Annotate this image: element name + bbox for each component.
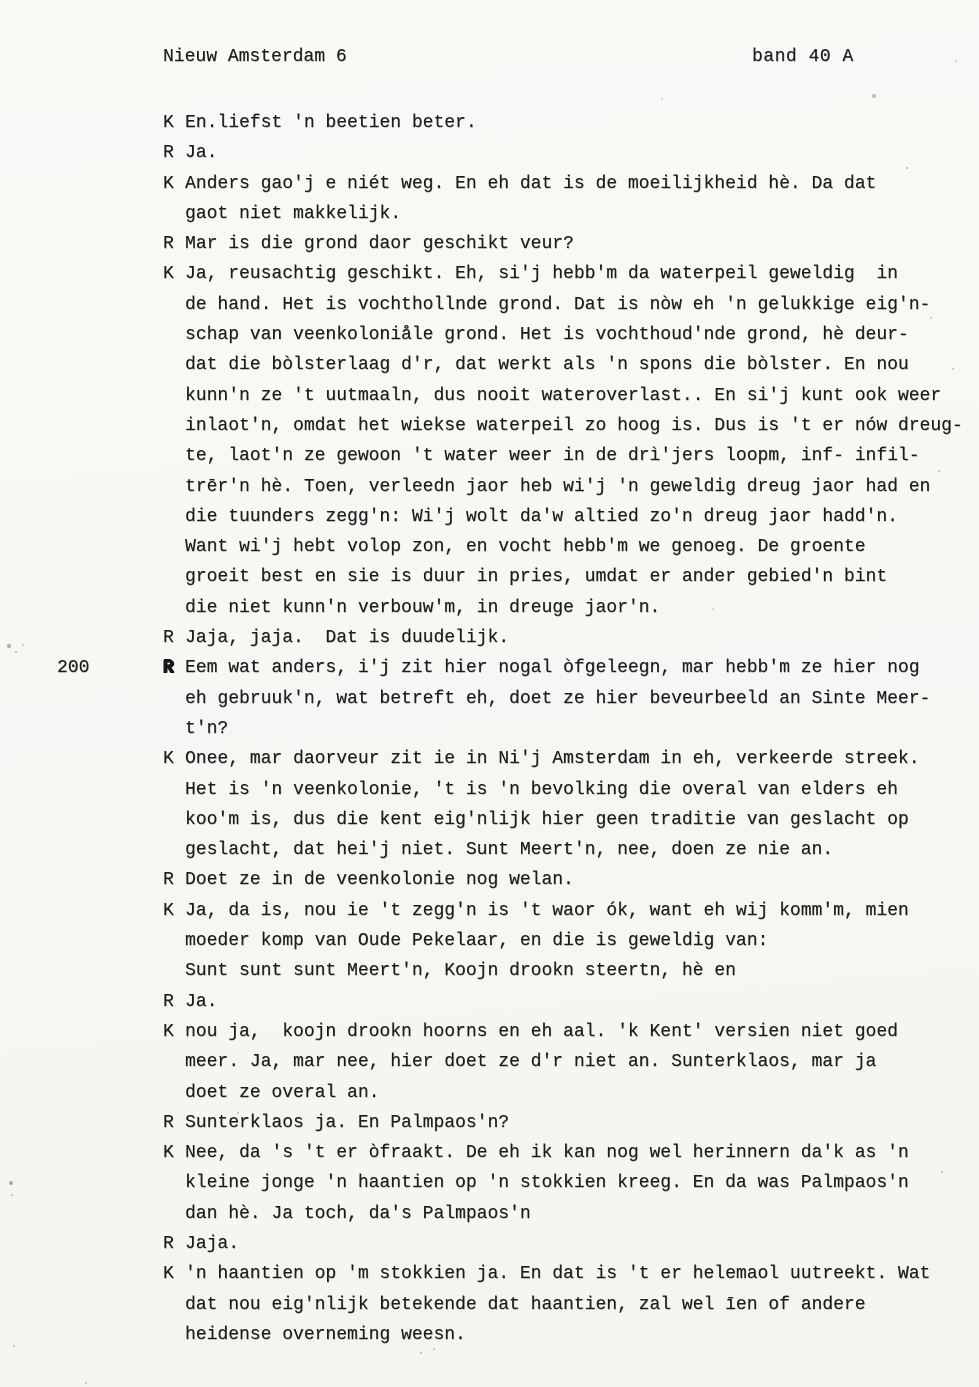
line-text: Ja, reusachtig geschikt. Eh, si'j hebb'm da waterpeil geweldig in — [185, 264, 898, 285]
transcript-line — [0, 259, 979, 289]
line-text: Ja. — [185, 991, 218, 1012]
speaker-label-overstruck: R — [163, 658, 174, 679]
line-text: die niet kunn'n verbouw'm, in dreuge jaor'n. — [185, 597, 661, 618]
transcript-line — [0, 108, 979, 138]
line-text: Nee, da 's 't er òfraakt. De eh ik kan nog wel herinnern da'k as 'n — [185, 1143, 909, 1164]
line-text: koo'm is, dus die kent eig'nlijk hier geen traditie van geslacht op — [185, 809, 909, 830]
tape-band-label: band 40 A — [752, 47, 854, 67]
transcript-line — [0, 775, 979, 805]
speaker-label: K — [163, 1143, 174, 1164]
line-text: groeit best en sie is duur in pries, umdat er ander gebied'n bint — [185, 567, 888, 588]
speaker-label: R — [163, 991, 174, 1012]
transcript-line — [0, 623, 979, 653]
line-text: moeder komp van Oude Pekelaar, en die is geweldig van: — [185, 931, 769, 952]
transcript-line — [0, 199, 979, 229]
transcript-line — [0, 1078, 979, 1108]
transcript-line — [0, 169, 979, 199]
speaker-label: K — [163, 264, 174, 285]
speaker-label: K — [163, 749, 174, 770]
transcript-line — [0, 805, 979, 835]
transcript-line — [0, 532, 979, 562]
transcript-line — [0, 290, 979, 320]
transcript-line — [0, 714, 979, 744]
transcript-line — [0, 865, 979, 895]
transcript-line — [0, 472, 979, 502]
margin-number: 200 — [57, 658, 90, 679]
speaker-label: K — [163, 1264, 174, 1285]
line-text: inlaot'n, omdat het wiekse waterpeil zo hoog is. Dus is 't er nów dreug- — [185, 415, 963, 436]
speaker-label: R — [163, 143, 174, 164]
speaker-label: R — [163, 1233, 174, 1254]
line-text: schap van veenkoloniåle grond. Het is vochthoud'nde grond, hè deur- — [185, 325, 909, 346]
speaker-label: R — [163, 628, 174, 649]
transcript-line — [0, 1017, 979, 1047]
line-text: Doet ze in de veenkolonie nog welan. — [185, 870, 574, 891]
line-text: Want wi'j hebt volop zon, en vocht hebb'm we genoeg. De groente — [185, 537, 866, 558]
transcript-line — [0, 593, 979, 623]
transcript-line — [0, 1320, 979, 1350]
transcript-line — [0, 320, 979, 350]
speaker-label: R — [163, 1112, 174, 1133]
line-text: eh gebruuk'n, wat betreft eh, doet ze hier beveurbeeld an Sinte Meer- — [185, 688, 931, 709]
line-text: Anders gao'j e niét weg. En eh dat is de moeilijkheid hè. Da dat — [185, 173, 877, 194]
transcript-line — [0, 684, 979, 714]
transcript-line — [0, 1138, 979, 1168]
line-text: Jaja. — [185, 1233, 240, 1254]
transcript-line — [0, 441, 979, 471]
transcript-line — [0, 502, 979, 532]
line-text: doet ze overal an. — [185, 1082, 380, 1103]
transcript-line — [0, 1108, 979, 1138]
line-text: 'n haantien op 'm stokkien ja. En dat is 't er helemaol uutreekt. Wat — [185, 1264, 931, 1285]
line-text: Het is 'n veenkolonie, 't is 'n bevolking die overal van elders eh — [185, 779, 898, 800]
line-text: gaot niet makkelijk. — [185, 203, 402, 224]
line-text: Eem wat anders, i'j zit hier nogal òfgeleegn, mar hebb'm ze hier nog — [185, 658, 920, 679]
speaker-label: K — [163, 1021, 174, 1042]
transcript-line — [0, 835, 979, 865]
line-text: Onee, mar daorveur zit ie in Ni'j Amsterdam in eh, verkeerde streek. — [185, 749, 920, 770]
line-text: En.liefst 'n beetien beter. — [185, 113, 477, 133]
line-text: kleine jonge 'n haantien op 'n stokkien kreeg. En da was Palmpaos'n — [185, 1173, 909, 1194]
transcript-line — [0, 1168, 979, 1198]
transcript-line — [0, 1199, 979, 1229]
line-text: geslacht, dat hei'j niet. Sunt Meert'n, nee, doen ze nie an. — [185, 840, 834, 861]
line-text: te, laot'n ze gewoon 't water weer in de drì'jers loopm, inf- infil- — [185, 446, 920, 467]
transcript-line — [0, 350, 979, 380]
transcript-line — [0, 987, 979, 1017]
transcript-line — [0, 229, 979, 259]
transcript-line — [0, 653, 979, 683]
speaker-label: R — [163, 234, 174, 255]
document-title: Nieuw Amsterdam 6 — [163, 47, 347, 67]
transcript-line — [0, 956, 979, 986]
transcript-line — [0, 1229, 979, 1259]
speaker-label: K — [163, 173, 174, 194]
line-text: kunn'n ze 't uutmaaln, dus nooit wateroverlast.. En si'j kunt ook weer — [185, 385, 942, 406]
transcript-line — [0, 1290, 979, 1320]
speaker-label: K — [163, 113, 174, 133]
line-text: dan hè. Ja toch, da's Palmpaos'n — [185, 1203, 531, 1224]
line-text: Sunterklaos ja. En Palmpaos'n? — [185, 1112, 510, 1133]
line-text: Mar is die grond daor geschikt veur? — [185, 234, 574, 255]
line-text: heidense overneming weesn. — [185, 1324, 466, 1345]
line-text: trēr'n hè. Toen, verleedn jaor heb wi'j 'n geweldig dreug jaor had en — [185, 476, 931, 497]
line-text: Ja, da is, nou ie 't zegg'n is 't waor ók, want eh wij komm'm, mien — [185, 900, 909, 921]
transcript-line — [0, 896, 979, 926]
transcript-line — [0, 1259, 979, 1289]
page-header — [0, 47, 979, 73]
transcript-line — [0, 1047, 979, 1077]
speaker-label: R — [163, 870, 174, 891]
line-text: Jaja, jaja. Dat is duudelijk. — [185, 628, 510, 649]
transcript-line — [0, 411, 979, 441]
line-text: die tuunders zegg'n: Wi'j wolt da'w altied zo'n dreug jaor hadd'n. — [185, 506, 898, 527]
speaker-label: K — [163, 900, 174, 921]
transcript-line — [0, 138, 979, 168]
transcript-line — [0, 744, 979, 774]
line-text: de hand. Het is vochthollnde grond. Dat is nòw eh 'n gelukkige eig'n- — [185, 294, 931, 315]
transcript — [0, 108, 979, 1350]
line-text: dat die bòlsterlaag d'r, dat werkt als 'n spons die bòlster. En nou — [185, 355, 909, 376]
transcript-line — [0, 381, 979, 411]
line-text: nou ja, koojn drookn hoorns en eh aal. 'k Kent' versien niet goed — [185, 1021, 898, 1042]
line-text: Ja. — [185, 143, 218, 164]
transcript-line — [0, 562, 979, 592]
transcript-line — [0, 926, 979, 956]
line-text: dat nou eig'nlijk betekende dat haantien, zal wel īen of andere — [185, 1294, 866, 1315]
line-text: Sunt sunt sunt Meert'n, Koojn drookn steertn, hè en — [185, 961, 736, 982]
scan-noise — [0, 0, 2, 2]
line-text: t'n? — [185, 718, 229, 739]
line-text: meer. Ja, mar nee, hier doet ze d'r niet an. Sunterklaos, mar ja — [185, 1052, 877, 1073]
